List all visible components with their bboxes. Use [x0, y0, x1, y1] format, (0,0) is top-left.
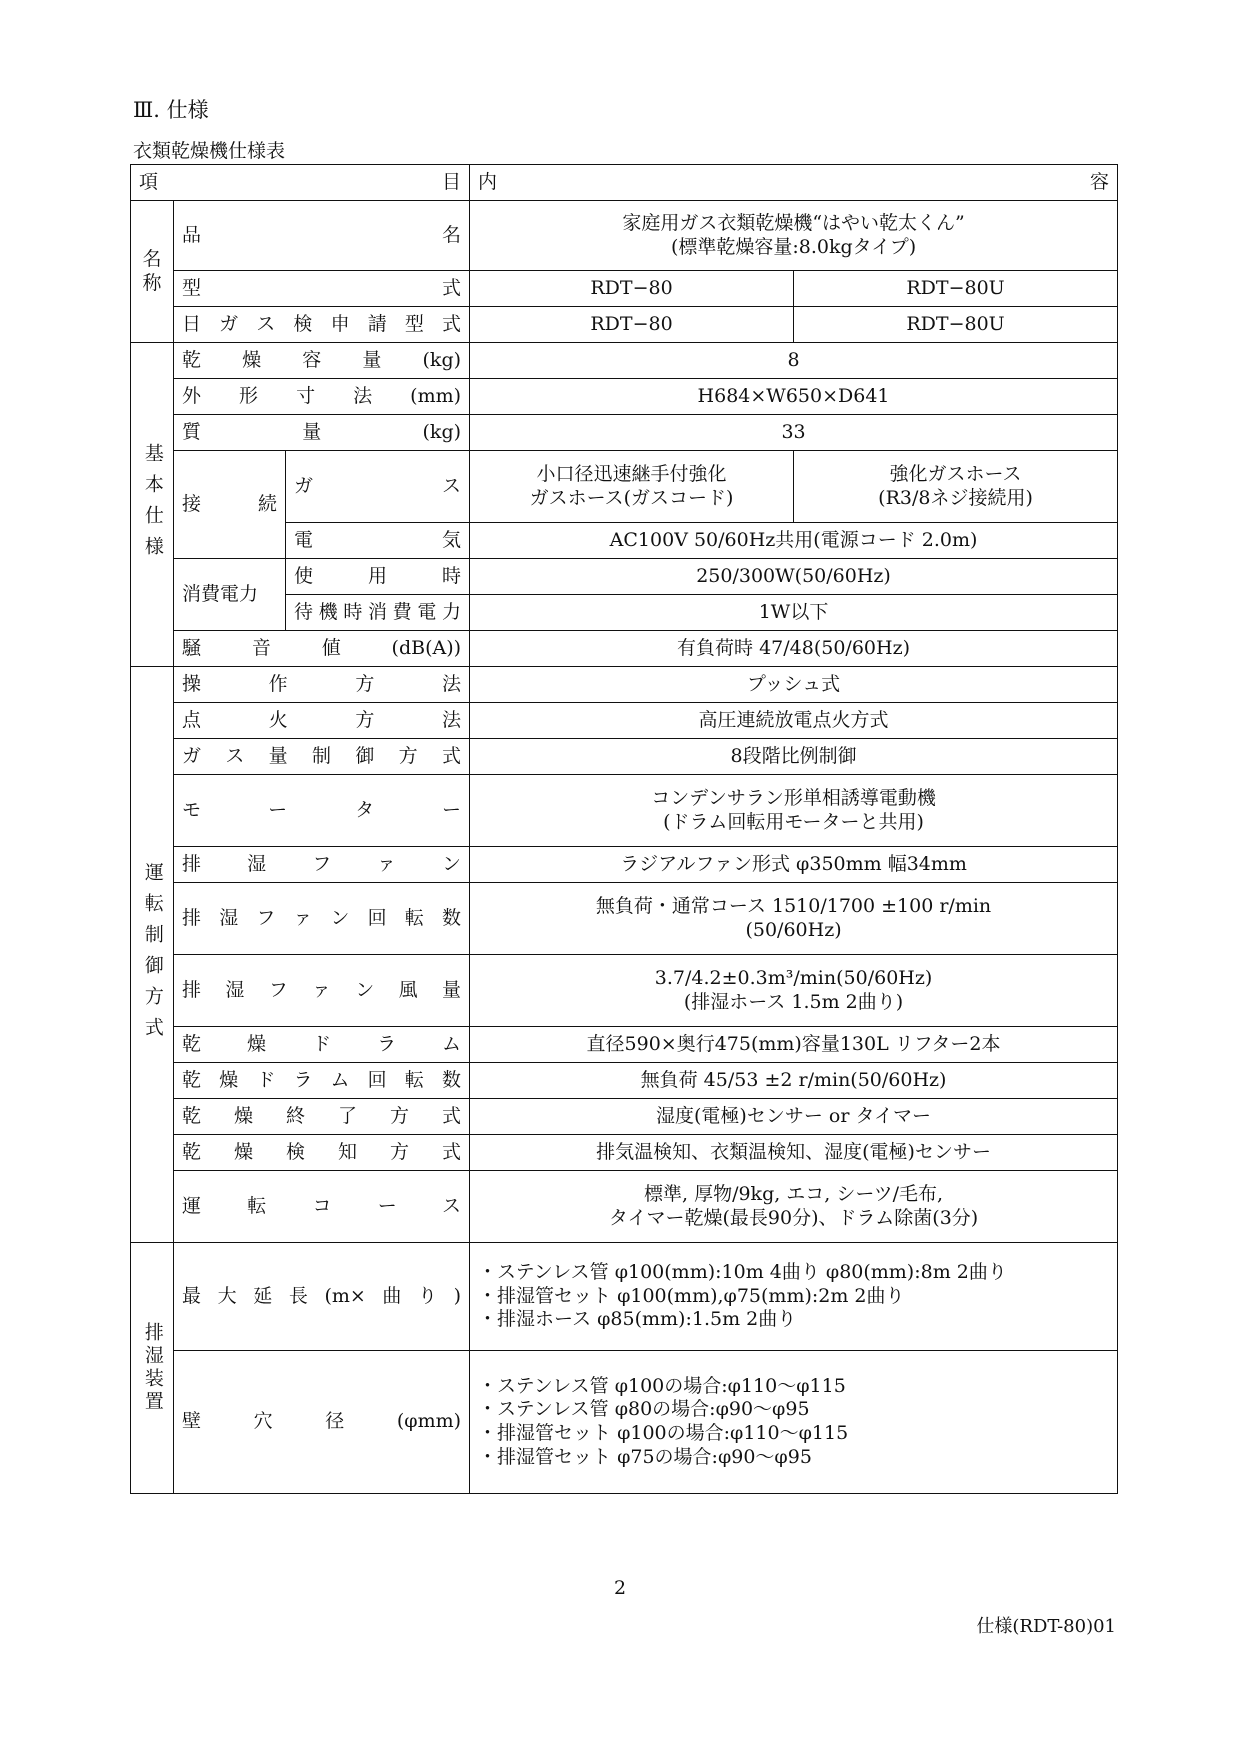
value-motor: コンデンサラン形単相誘導電動機 (ドラム回転用モーターと共用): [470, 775, 1118, 847]
table-row: [131, 559, 1118, 595]
table-row: [131, 1351, 1118, 1494]
value-end-method: 湿度(電極)センサー or タイマー: [470, 1099, 1118, 1135]
section-basic: 基本仕様: [131, 343, 174, 667]
value-connection-gas-1: 小口径迅速継手付強化 ガスホース(ガスコード): [470, 451, 794, 523]
table-row: [131, 703, 1118, 739]
value-connection-gas-2: 強化ガスホース (R3/8ネジ接続用): [794, 451, 1118, 523]
table-row: [131, 415, 1118, 451]
table-row: [131, 451, 1118, 523]
value-wall-hole: ・ステンレス管 φ100の場合:φ110〜φ115 ・ステンレス管 φ80の場合:φ90〜φ95 ・排湿管セット φ100の場合:φ110〜φ115 ・排湿管セット φ75の場合:φ90〜φ95: [470, 1351, 1118, 1494]
table-row: [131, 379, 1118, 415]
table-caption: 衣類乾燥機仕様表: [133, 140, 286, 162]
value-noise: 有負荷時 47/48(50/60Hz): [470, 631, 1118, 667]
label-power-use: 使用時: [286, 559, 470, 595]
value-dimensions: H684×W650×D641: [470, 379, 1118, 415]
label-mass: 質量(kg): [174, 415, 470, 451]
table-row: [131, 343, 1118, 379]
table-row: [131, 739, 1118, 775]
table-row: [131, 955, 1118, 1027]
value-course: 標準, 厚物/9kg, エコ, シーツ/毛布, タイマー乾燥(最長90分)、ドラム除菌(3分): [470, 1171, 1118, 1243]
label-connection-gas: ガス: [286, 451, 470, 523]
table-row: [131, 307, 1118, 343]
section-exhaust: 排湿装置: [131, 1243, 174, 1494]
label-fan-rpm: 排湿ファン回転数: [174, 883, 470, 955]
header-item: 項目: [131, 165, 470, 201]
label-wall-hole: 壁穴径(φmm): [174, 1351, 470, 1494]
label-drum-rpm: 乾燥ドラム回転数: [174, 1063, 470, 1099]
label-product-name: 品名: [174, 201, 470, 271]
value-detect-method: 排気温検知、衣類温検知、湿度(電極)センサー: [470, 1135, 1118, 1171]
value-jga-model-2: RDT−80U: [794, 307, 1118, 343]
table-header-row: [131, 165, 1118, 201]
table-row: [131, 631, 1118, 667]
table-row: [131, 1027, 1118, 1063]
label-max-length: 最大延長(m×曲り): [174, 1243, 470, 1351]
label-fan-air: 排湿ファン風量: [174, 955, 470, 1027]
label-end-method: 乾燥終了方式: [174, 1099, 470, 1135]
value-gas-control: 8段階比例制御: [470, 739, 1118, 775]
label-noise: 騒音値(dB(A)): [174, 631, 470, 667]
label-power: 消費電力: [174, 559, 286, 631]
table-row: [131, 1243, 1118, 1351]
value-fan-air: 3.7/4.2±0.3m³/min(50/60Hz) (排湿ホース 1.5m 2曲り): [470, 955, 1118, 1027]
spec-table: [130, 164, 1118, 1494]
table-row: [131, 1135, 1118, 1171]
table-row: [131, 271, 1118, 307]
label-drum: 乾燥ドラム: [174, 1027, 470, 1063]
label-gas-control: ガス量制御方式: [174, 739, 470, 775]
value-jga-model-1: RDT−80: [470, 307, 794, 343]
label-ignition: 点火方法: [174, 703, 470, 739]
document-id: 仕様(RDT-80)01: [976, 1616, 1116, 1637]
label-capacity: 乾燥容量(kg): [174, 343, 470, 379]
value-power-use: 250/300W(50/60Hz): [470, 559, 1118, 595]
table-row: [131, 201, 1118, 271]
value-drum: 直径590×奥行475(mm)容量130L リフター2本: [470, 1027, 1118, 1063]
table-row: [131, 1171, 1118, 1243]
table-row: [131, 883, 1118, 955]
section-control: 運転制御方式: [131, 667, 174, 1243]
value-max-length: ・ステンレス管 φ100(mm):10m 4曲り φ80(mm):8m 2曲り ・排湿管セット φ100(mm),φ75(mm):2m 2曲り ・排湿ホース φ85(mm):1.5m 2曲り: [470, 1243, 1118, 1351]
value-ignition: 高圧連続放電点火方式: [470, 703, 1118, 739]
section-name: 名称: [131, 201, 174, 343]
table-row: [131, 1063, 1118, 1099]
header-content: 内容: [470, 165, 1118, 201]
section-heading: Ⅲ. 仕様: [133, 98, 209, 122]
value-connection-electric: AC100V 50/60Hz共用(電源コード 2.0m): [470, 523, 1118, 559]
page-number: 2: [613, 1577, 627, 1599]
value-model-1: RDT−80: [470, 271, 794, 307]
label-fan: 排湿ファン: [174, 847, 470, 883]
label-model: 型式: [174, 271, 470, 307]
label-detect-method: 乾燥検知方式: [174, 1135, 470, 1171]
table-row: [131, 847, 1118, 883]
label-motor: モーター: [174, 775, 470, 847]
label-operation: 操作方法: [174, 667, 470, 703]
value-mass: 33: [470, 415, 1118, 451]
label-connection: 接続: [174, 451, 286, 559]
label-power-standby: 待機時消費電力: [286, 595, 470, 631]
value-power-standby: 1W以下: [470, 595, 1118, 631]
label-jga-model: 日ガス検申請型式: [174, 307, 470, 343]
value-fan-rpm: 無負荷・通常コース 1510/1700 ±100 r/min (50/60Hz): [470, 883, 1118, 955]
value-model-2: RDT−80U: [794, 271, 1118, 307]
label-course: 運転コース: [174, 1171, 470, 1243]
table-row: [131, 1099, 1118, 1135]
value-operation: プッシュ式: [470, 667, 1118, 703]
label-connection-electric: 電気: [286, 523, 470, 559]
value-fan: ラジアルファン形式 φ350mm 幅34mm: [470, 847, 1118, 883]
value-capacity: 8: [470, 343, 1118, 379]
table-row: [131, 667, 1118, 703]
table-row: [131, 775, 1118, 847]
value-product-name: 家庭用ガス衣類乾燥機“はやい乾太くん” (標準乾燥容量:8.0kgタイプ): [470, 201, 1118, 271]
label-dimensions: 外形寸法(mm): [174, 379, 470, 415]
value-drum-rpm: 無負荷 45/53 ±2 r/min(50/60Hz): [470, 1063, 1118, 1099]
